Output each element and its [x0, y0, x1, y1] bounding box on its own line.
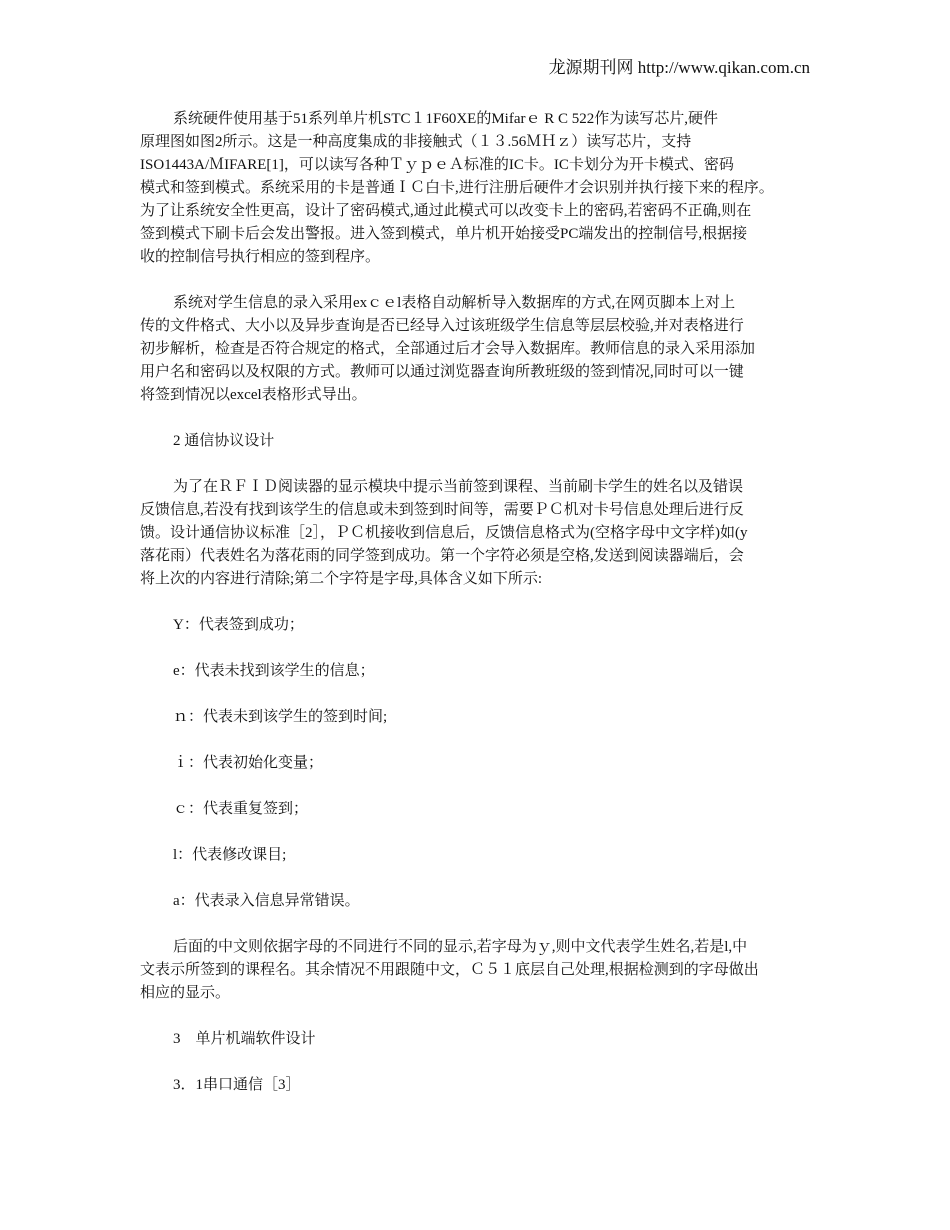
code-item: a：代表录入信息异常错误。 — [173, 893, 360, 909]
text-line: ISO1443A/ＭIFARE[1]，可以读写各种ＴｙｐｅＡ标准的IC卡。IC卡划分为开卡模式、密码 — [140, 157, 734, 173]
text-line: 馈。设计通信协议标准［2］，ＰＣ机接收到信息后，反馈信息格式为(空格字母中文字样)如(y — [140, 525, 748, 541]
site-header: 龙源期刊网 http://www.qikan.com.cn — [548, 58, 810, 77]
text-line: 原理图如图2所示。这是一种高度集成的非接触式（１３.56ＭＨｚ）读写芯片，支持 — [140, 134, 692, 150]
text-line: 用户名和密码以及权限的方式。教师可以通过浏览器查询所教班级的签到情况,同时可以一键 — [140, 364, 744, 380]
article-body — [140, 108, 815, 1120]
code-item: ｉ：代表初始化变量； — [173, 755, 324, 771]
text-line: 为了在ＲＦＩＤ阅读器的显示模块中提示当前签到课程、当前刷卡学生的姓名以及错误 — [173, 479, 744, 495]
text-line: 将上次的内容进行清除;第二个字符是字母,具体含义如下所示: — [140, 571, 543, 587]
text-line: 初步解析，检查是否符合规定的格式，全部通过后才会导入数据库。教师信息的录入采用添加 — [140, 341, 756, 357]
text-line: 为了让系统安全性更高，设计了密码模式,通过此模式可以改变卡上的密码,若密码不正确,则在 — [140, 203, 752, 219]
code-item: ｃ：代表重复签到； — [173, 801, 309, 817]
code-item: e：代表未找到该学生的信息； — [173, 663, 375, 679]
text-line: 文表示所签到的课程名。其余情况不用跟随中文，Ｃ５１底层自己处理,根据检测到的字母做出 — [140, 962, 759, 978]
text-line: 模式和签到模式。系统采用的卡是普通ＩＣ白卡,进行注册后硬件才会识别并执行接下来的程序。 — [140, 180, 774, 196]
text-line: 反馈信息,若没有找到该学生的信息或未到签到时间等，需要ＰＣ机对卡号信息处理后进行反 — [140, 502, 744, 518]
text-line: 将签到情况以excel表格形式导出。 — [140, 387, 367, 403]
section-3-heading: 3 单片机端软件设计 — [173, 1031, 316, 1047]
text-line: 系统硬件使用基于51系列单片机STC１1F60XE的Mifarｅ R C 522作为读写芯片,硬件 — [173, 111, 719, 127]
code-item: Y：代表签到成功； — [173, 617, 304, 633]
section-3-1-heading: 3．1串口通信［3］ — [173, 1077, 301, 1093]
text-line: 后面的中文则依据字母的不同进行不同的显示,若字母为ｙ,则中文代表学生姓名,若是l,中 — [173, 939, 748, 955]
code-item: ｎ：代表未到该学生的签到时间; — [173, 709, 388, 725]
text-line: 系统对学生信息的录入采用exｃｅl表格自动解析导入数据库的方式,在网页脚本上对上 — [173, 295, 736, 311]
text-line: 落花雨）代表姓名为落花雨的同学签到成功。第一个字符必须是空格,发送到阅读器端后，会 — [140, 548, 744, 564]
section-2-heading: 2 通信协议设计 — [173, 433, 275, 449]
text-line: 签到模式下刷卡后会发出警报。进入签到模式，单片机开始接受PC端发出的控制信号,根据接 — [140, 226, 748, 242]
display-paragraph — [140, 936, 815, 1005]
hardware-paragraph — [140, 108, 815, 269]
code-item: l：代表修改课目; — [173, 847, 287, 863]
text-line: 收的控制信号执行相应的签到程序。 — [140, 249, 381, 265]
text-line: 相应的显示。 — [140, 985, 231, 1001]
database-paragraph — [140, 292, 815, 407]
protocol-paragraph — [140, 476, 815, 591]
text-line: 传的文件格式、大小以及异步查询是否已经导入过该班级学生信息等层层校验,并对表格进行 — [140, 318, 744, 334]
